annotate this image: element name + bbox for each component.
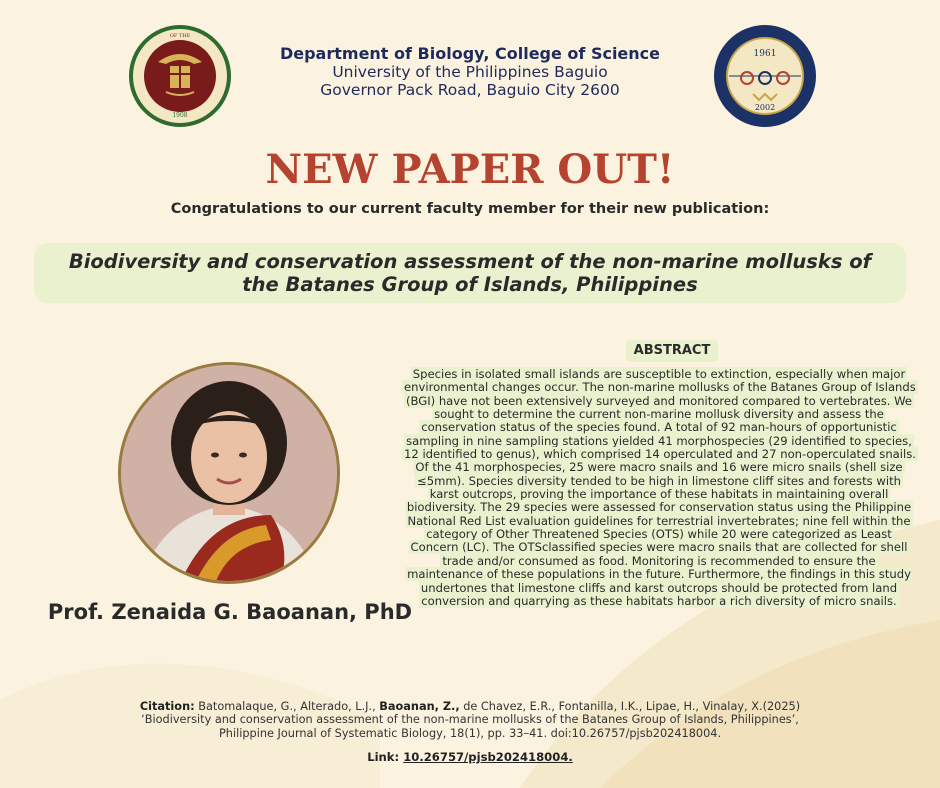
header-line-2: University of the Philippines Baguio <box>332 63 608 81</box>
header-line-3: Governor Pack Road, Baguio City 2600 <box>320 81 620 99</box>
citation-authors-pre: Batomalaque, G., Alterado, L.J., <box>198 700 376 713</box>
abstract-text: Species in isolated small islands are susceptible to extinction, especially when major environmental changes occur. The non-marine mollusks of the Batanes Group of Islands (BGI) have not been extensively surveyed and monitored compared to vertebrates. We sought to determine the current non-marine mollusk diversity and assess the conservation status of the species found. A total of 92 man-hours of opportunistic sampling in nine sampling stations yielded 41 morphospecies (29 identified to species, 12 identified to genus), which comprised 14 operculated and 27 non-operculated snails. Of the 41 morphospecies, 25 were macro snails and 16 were micro snails (shell size ≤5mm). Species diversity tended to be high in limestone cliff sites and forests with karst outcrops, proving the importance of these habitats in maintaining overall biodiversity. The 29 species were assessed for conservation status using the Philippine National Red List evaluation guidelines for terrestrial invertebrates; nine fell within the category of Other Threatened Species (OTS) while 20 were categorized as Least Concern (LC). The OTSclassified species were macro snails that are collected for shell trade and/or consumed as food. Monitoring is recommended to ensure the maintenance of these populations in the future. Furthermore, the findings in this study undertones that limestone cliffs and karst outcrops should be protected from land conversion and quarrying as these habitats harbor a rich diversity of micro snails. <box>404 367 916 608</box>
doi-link[interactable]: 10.26757/pjsb202418004. <box>403 750 573 764</box>
citation-journal: Philippine Journal of Systematic Biology, 18(1), pp. 33–41. doi:10.26757/pjsb202418004. <box>218 726 722 740</box>
department-header <box>0 45 940 99</box>
cos-logo-year-bottom: 2002 <box>754 103 776 112</box>
author-portrait-image <box>121 365 337 581</box>
cos-logo-year-top: 1961 <box>753 49 777 59</box>
citation-authors-post: de Chavez, E.R., Fontanilla, I.K., Lipae, H., Vinalay, X.(2025) <box>463 700 801 713</box>
paper-title-box <box>34 243 906 303</box>
citation-line-1 <box>0 700 940 713</box>
author-photo <box>118 362 340 584</box>
abstract-text-block <box>402 368 916 608</box>
doi-link-line <box>0 750 940 764</box>
headline: NEW PAPER OUT! <box>265 146 675 193</box>
subtitle: Congratulations to our current faculty member for their new publication: <box>170 201 770 217</box>
link-label: Link: <box>367 750 400 764</box>
citation-label: Citation: <box>139 700 195 713</box>
paper-title-line-1: Biodiversity and conservation assessment of the non-marine mollusks of <box>68 250 872 273</box>
abstract-label: ABSTRACT <box>626 340 718 362</box>
svg-text:OF THE: OF THE <box>169 33 191 39</box>
citation-author-highlight: Baoanan, Z., <box>379 700 460 713</box>
author-name: Prof. Zenaida G. Baoanan, PhD <box>47 600 413 624</box>
citation-title: ‘Biodiversity and conservation assessment of the non-marine mollusks of the Batanes Group of Islands, Philippines’, <box>141 713 799 727</box>
header-line-1: Department of Biology, College of Science <box>279 44 661 63</box>
up-logo-year: 1908 <box>172 112 188 119</box>
citation-block <box>0 700 940 740</box>
paper-title <box>57 250 883 296</box>
paper-title-line-2: the Batanes Group of Islands, Philippines <box>242 273 698 296</box>
